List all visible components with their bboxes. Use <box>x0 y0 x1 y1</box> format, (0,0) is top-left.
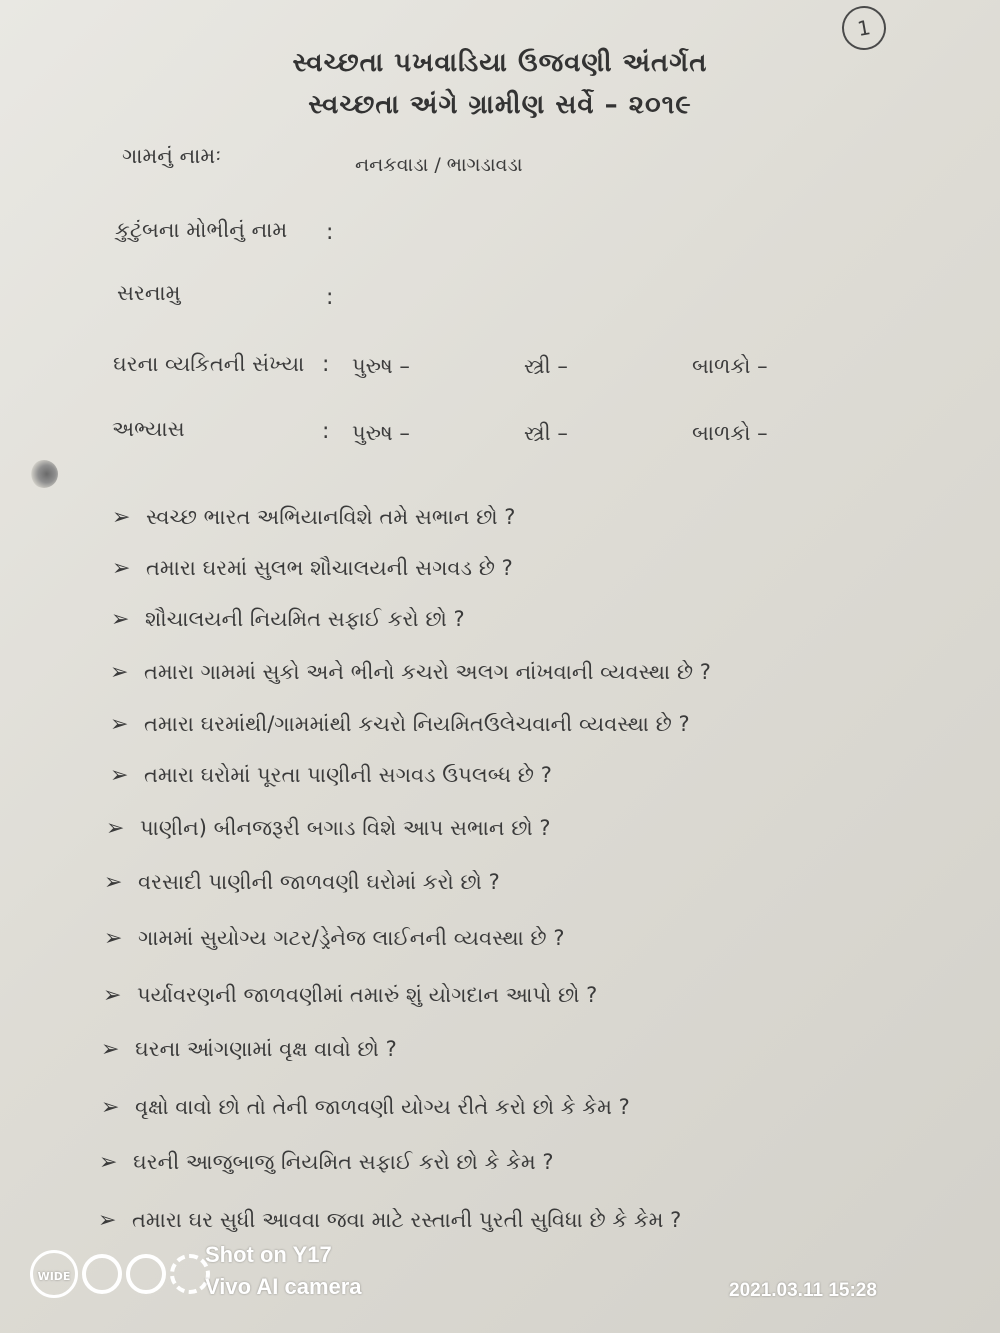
household-members-colon: : <box>322 352 330 377</box>
question-12: ➢ વૃક્ષો વાવો છો તો તેની જાળવણી યોગ્ય રીતે કરો છો કે કેમ ? <box>101 1095 630 1120</box>
education-colon: : <box>322 419 330 444</box>
head-of-family-colon: : <box>326 220 334 245</box>
question-4: ➢ તમારા ગામમાં સુકો અને ભીનો કચરો અલગ નાંખવાની વ્યવસ્થા છે ? <box>110 660 711 685</box>
arrow-bullet-icon: ➢ <box>99 1150 118 1175</box>
arrow-bullet-icon: ➢ <box>110 763 129 788</box>
education-children: બાળકો – <box>692 421 768 445</box>
members-children: બાળકો – <box>692 354 768 378</box>
address-label: સરનામુ <box>117 281 181 305</box>
wide-badge-icon: WIDE <box>30 1250 78 1298</box>
address-colon: : <box>326 285 334 310</box>
question-2: ➢ તમારા ઘરમાં સુલભ શૌચાલયની સગવડ છે ? <box>112 556 513 581</box>
arrow-bullet-icon: ➢ <box>106 816 125 841</box>
arrow-bullet-icon: ➢ <box>104 926 123 951</box>
education-women: સ્ત્રી – <box>524 421 568 445</box>
survey-subtitle: સ્વચ્છતા અંગે ગ્રામીણ સર્વે – ૨૦૧૯ <box>308 90 692 120</box>
village-label: ગામનું નામઃ <box>122 144 222 168</box>
question-9: ➢ ગામમાં સુયોગ્ય ગટર/ડ્રેનેજ લાઈનની વ્યવસ્થા છે ? <box>104 926 565 951</box>
watermark-shot-on: Shot on Y17 <box>205 1242 332 1267</box>
punch-hole <box>30 460 58 488</box>
question-10: ➢ પર્યાવરણની જાળવણીમાં તમારું શું યોગદાન આપો છો ? <box>103 983 598 1008</box>
page-number: 1 <box>839 3 890 54</box>
arrow-bullet-icon: ➢ <box>111 607 130 632</box>
question-1: ➢ સ્વચ્છ ભારત અભિયાનવિશે તમે સભાન છો ? <box>112 505 516 530</box>
question-13: ➢ ઘરની આજુબાજુ નિયમિત સફાઈ કરો છો કે કેમ ? <box>99 1150 554 1175</box>
arrow-bullet-icon: ➢ <box>112 505 131 530</box>
camera-watermark-logo <box>30 1250 210 1298</box>
arrow-bullet-icon: ➢ <box>112 556 131 581</box>
education-men: પુરુષ – <box>352 421 410 445</box>
arrow-bullet-icon: ➢ <box>101 1037 120 1062</box>
lens-ring-icon <box>126 1254 166 1294</box>
lens-ring-dashed-icon <box>170 1254 210 1294</box>
arrow-bullet-icon: ➢ <box>98 1208 117 1233</box>
arrow-bullet-icon: ➢ <box>110 660 129 685</box>
members-women: સ્ત્રી – <box>524 354 568 378</box>
question-8: ➢ વરસાદી પાણીની જાળવણી ઘરોમાં કરો છો ? <box>104 870 500 895</box>
question-6: ➢ તમારા ઘરોમાં પૂરતા પાણીની સગવડ ઉપલબ્ધ છે ? <box>110 763 552 788</box>
arrow-bullet-icon: ➢ <box>104 870 123 895</box>
watermark-camera: Vivo AI camera <box>205 1274 362 1299</box>
survey-title: સ્વચ્છતા પખવાડિયા ઉજવણી અંતર્ગત <box>292 48 708 78</box>
watermark-datetime: 2021.03.11 15:28 <box>729 1280 877 1301</box>
question-3: ➢ શૌચાલયની નિયમિત સફાઈ કરો છો ? <box>111 607 465 632</box>
arrow-bullet-icon: ➢ <box>110 712 129 737</box>
arrow-bullet-icon: ➢ <box>103 983 122 1008</box>
question-7: ➢ પાણીન) બીનજરૂરી બગાડ વિશે આપ સભાન છો ? <box>106 816 551 841</box>
members-men: પુરુષ – <box>352 354 410 378</box>
head-of-family-label: કુટુંબના મોભીનું નામ <box>115 218 288 242</box>
education-label: અભ્યાસ <box>112 417 185 441</box>
question-11: ➢ ઘરના આંગણામાં વૃક્ષ વાવો છો ? <box>101 1037 397 1062</box>
question-14: ➢ તમારા ઘર સુધી આવવા જવા માટે રસ્તાની પુરતી સુવિધા છે કે કેમ ? <box>98 1208 682 1233</box>
lens-ring-icon <box>82 1254 122 1294</box>
household-members-label: ઘરના વ્યકિતની સંખ્યા <box>113 352 305 376</box>
question-5: ➢ તમારા ઘરમાંથી/ગામમાંથી કચરો નિયમિતઉલેચવાની વ્યવસ્થા છે ? <box>110 712 690 737</box>
arrow-bullet-icon: ➢ <box>101 1095 120 1120</box>
village-value: નનકવાડા / ભાગડાવડા <box>355 154 523 176</box>
